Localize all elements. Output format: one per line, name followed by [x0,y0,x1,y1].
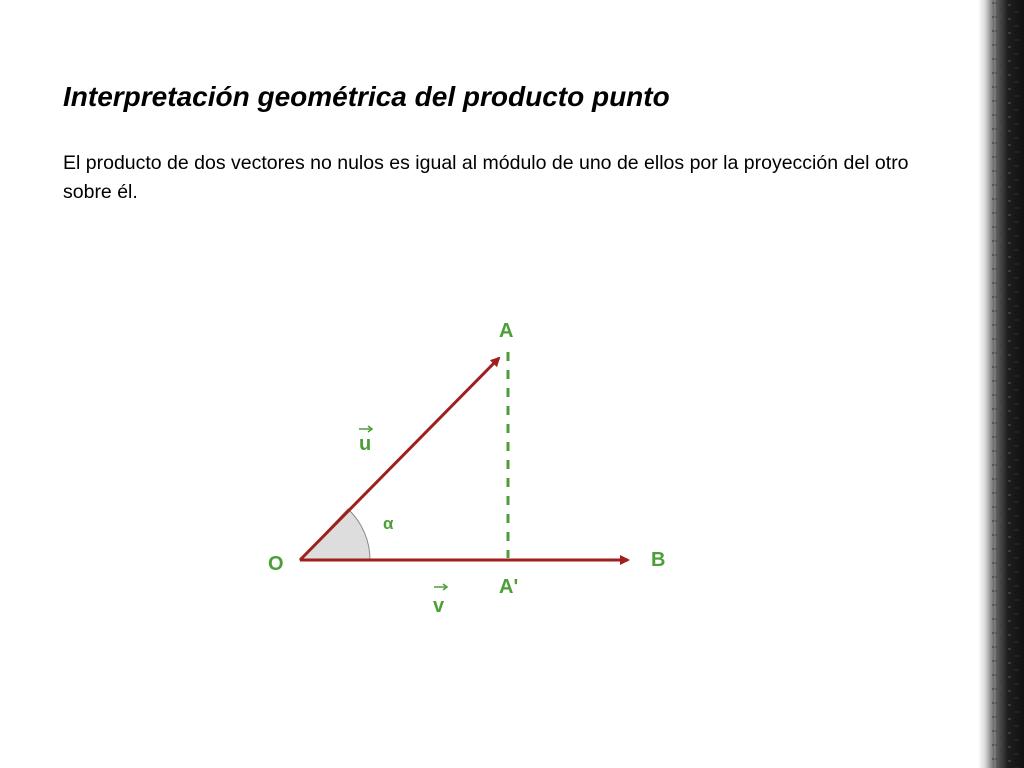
label-point-a: A [499,320,514,342]
vector-u-letter: u [359,433,372,455]
edge-highlight [994,0,996,768]
vector-u-arrow [300,358,499,560]
angle-alpha-sector [300,509,370,560]
label-vector-u [359,426,372,455]
label-angle-alpha: α [383,514,394,533]
slide-body-text: El producto de dos vectores no nulos es igual al módulo de uno de ellos por la proyección del otro sobre él. [63,152,909,203]
dot-product-diagram [240,295,700,635]
label-point-a-prime: A' [499,576,519,598]
edge-texture [978,0,1024,768]
vector-v-letter: v [433,595,445,617]
label-origin-o: O [268,553,284,575]
label-vector-v [433,584,447,617]
slide-border-decoration [978,0,1024,768]
slide-title: Interpretación geométrica del producto punto [63,81,670,112]
label-point-b: B [651,549,666,571]
